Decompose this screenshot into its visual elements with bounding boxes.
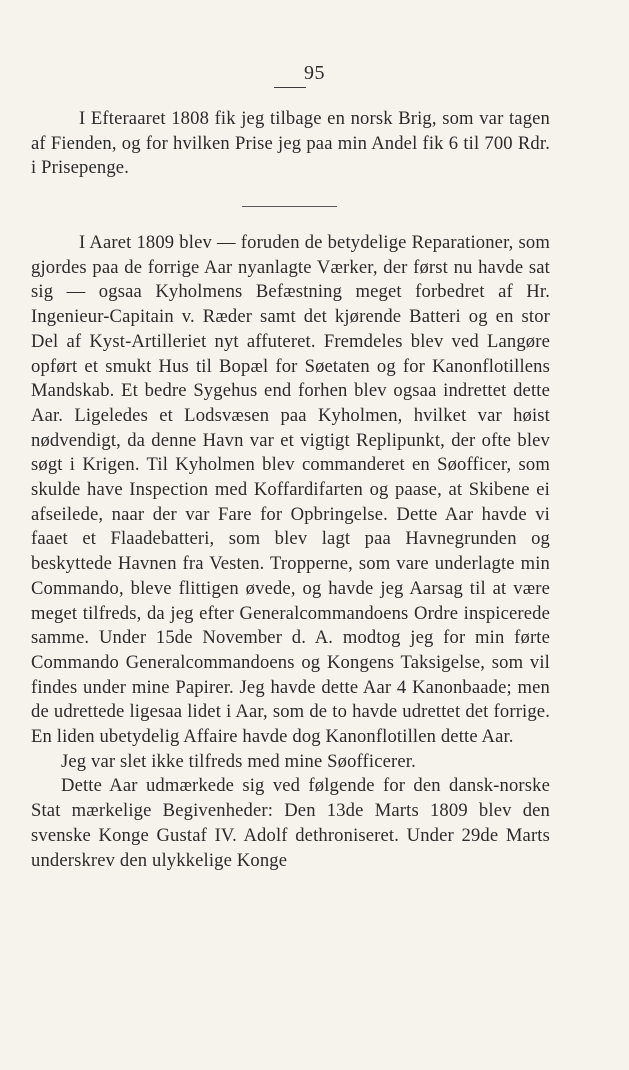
paragraph-1808-prize: I Efteraaret 1808 fik jeg tilbage en norsk Brig, som var tagen af Fienden, og for hvilken Prise jeg paa min Andel fik 6 til 700 Rdr. i Prisepenge. [31,108,550,179]
section-separator-rule [242,206,337,207]
text-section-1809 [31,231,550,873]
page-number-underline [274,87,306,88]
text-section-1808 [31,107,550,181]
paragraph-events-1809: Dette Aar udmærkede sig ved følgende for den dansk-norske Stat mærkelige Begivenheder: Den 13de Marts 1809 blev den svenske Konge Gustaf IV. Adolf dethroniseret. Under 29de Marts underskrev den ulykkelige Konge [31,775,550,871]
page-number: 95 [304,62,325,84]
paragraph-1809-fortifications: I Aaret 1809 blev — foruden de betydelige Reparationer, som gjordes paa de forrige Aar nyanlagte Værker, der først nu havde sat sig — ogsaa Kyholmens Befæstning meget forbedret af Hr. Ingenieur-Capitain v. Ræder samt det kjørende Batteri og en stor Del af Kyst-Artilleriet nyt affuteret. Fremdeles blev ved Langøre opført et smukt Hus til Bopæl for Søetaten og for Kanonflotillens Mandskab. Et bedre Sygehus end forhen blev ogsaa indrettet dette Aar. Ligeledes et Lodsvæsen paa Kyholmen, hvilket var høist nødvendigt, da denne Havn var et vigtigt Replipunkt, der ofte blev søgt i Krigen. Til Kyholmen blev commanderet en Søofficer, som skulde have Inspection med Koffardifarten og paase, at Skibene ei afseilede, naar der var Fare for Opbringelse. Dette Aar havde vi faaet et Flaadebatteri, som blev lagt paa Havnegrunden og beskyttede Havnen fra Vesten. Tropperne, som vare underlagte min Commando, bleve flittigen øvede, og havde jeg Aarsag til at være meget tilfreds, da jeg efter Generalcommandoens Ordre inspicerede samme. Under 15de November d. A. modtog jeg for min førte Commando Generalcommandoens og Kongens Taksigelse, som vil findes under mine Papirer. Jeg havde dette Aar 4 Kanonbaade; men de udrettede ligesaa lidet i Aar, som de to havde udrettet det forrige. En liden ubetydelig Affaire havde dog Kanonflotillen dette Aar. [31,232,550,748]
paragraph-officers: Jeg var slet ikke tilfreds med mine Søofficerer. [61,750,416,772]
